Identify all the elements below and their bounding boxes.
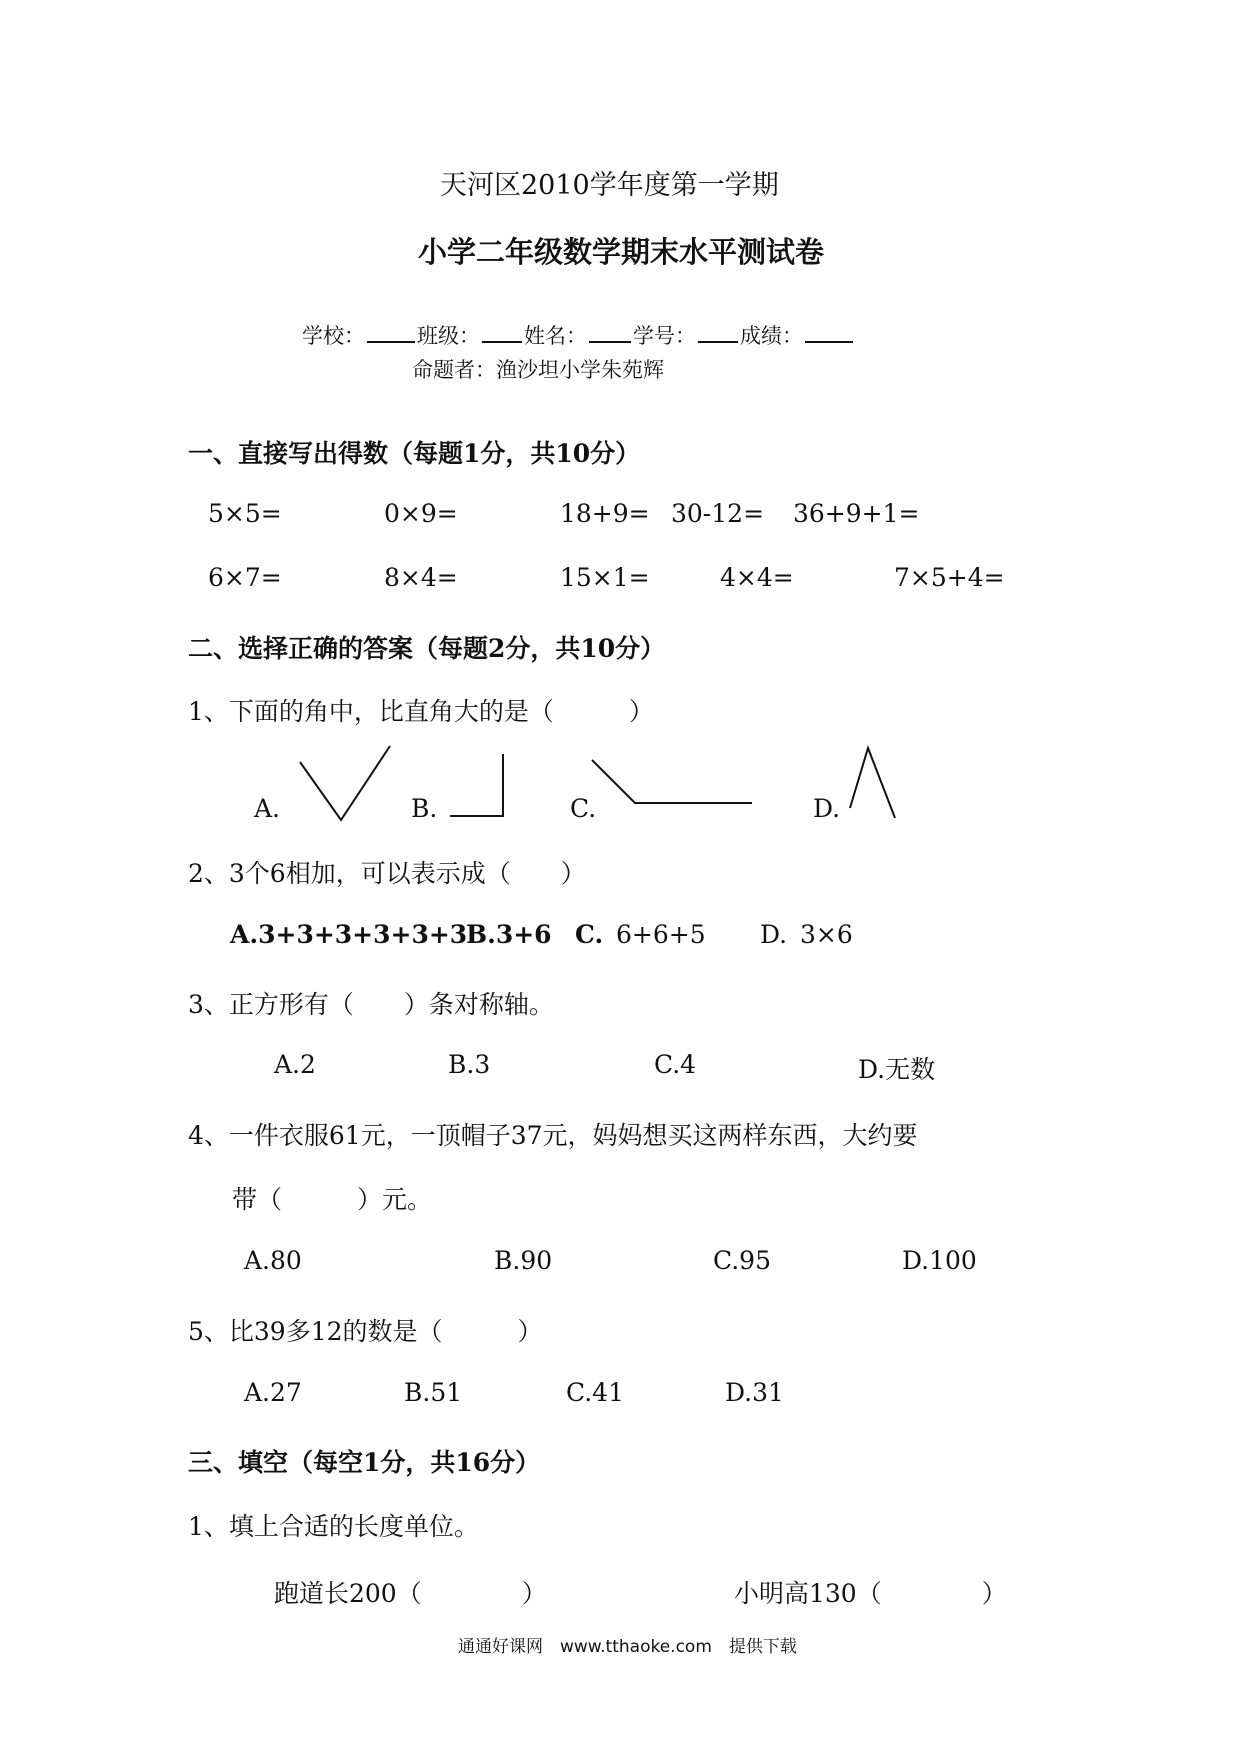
arith-item: 7×5+4= xyxy=(894,563,1005,592)
question-2-5: 5、比39多12的数是（ ） xyxy=(188,1317,543,1346)
q2-option-d-label: D. xyxy=(760,920,788,949)
q5-option: B.51 xyxy=(404,1378,463,1407)
q3-option: B.3 xyxy=(448,1050,491,1079)
student-info-line xyxy=(302,320,855,350)
arith-item: 36+9+1= xyxy=(793,499,920,528)
q2-option-b: B.3+6 xyxy=(466,920,552,949)
class-field[interactable] xyxy=(482,323,522,343)
q2-option-a: A.3+3+3+3+3+3 xyxy=(230,920,468,949)
option-c-label: C. xyxy=(570,794,597,823)
q4-option: D.100 xyxy=(902,1246,977,1275)
q4-option: B.90 xyxy=(494,1246,553,1275)
angle-c-figure xyxy=(590,758,760,808)
q5-option: A.27 xyxy=(244,1378,302,1407)
number-label: 学号： xyxy=(633,324,696,348)
score-field[interactable] xyxy=(805,323,853,343)
author-line: 命题者：渔沙坦小学朱苑辉 xyxy=(412,358,664,382)
arith-item: 6×7= xyxy=(208,563,282,592)
title-line-1: 天河区2010学年度第一学期 xyxy=(440,170,779,201)
q5-option: C.41 xyxy=(566,1378,624,1407)
option-b-label: B. xyxy=(411,794,438,823)
arith-item: 5×5= xyxy=(208,499,282,528)
arith-item: 4×4= xyxy=(720,563,794,592)
q4-option: A.80 xyxy=(244,1246,302,1275)
angle-b-figure xyxy=(448,752,508,822)
fill-item-height: 小明高130（ ） xyxy=(734,1579,1007,1608)
question-2-4-line-1: 4、一件衣服61元，一顶帽子37元，妈妈想买这两样东西，大约要 xyxy=(188,1121,918,1150)
question-2-4-line-2: 带（ ）元。 xyxy=(232,1185,433,1214)
school-label: 学校： xyxy=(302,324,365,348)
question-2-2: 2、3个6相加，可以表示成（ ） xyxy=(188,859,586,888)
arith-item: 30-12= xyxy=(671,499,765,528)
page-title: 小学二年级数学期末水平测试卷 xyxy=(418,235,825,269)
q3-option: A.2 xyxy=(274,1050,316,1079)
section-3-title: 三、填空（每空1分，共16分） xyxy=(188,1448,541,1477)
arith-item: 18+9= xyxy=(560,499,650,528)
name-label: 姓名： xyxy=(524,324,587,348)
section-2-title: 二、选择正确的答案（每题2分，共10分） xyxy=(188,634,666,663)
q3-option: C.4 xyxy=(654,1050,697,1079)
option-d-label: D. xyxy=(813,794,841,823)
score-label: 成绩： xyxy=(740,324,803,348)
name-field[interactable] xyxy=(589,323,631,343)
q2-option-c-label: C. xyxy=(575,920,604,949)
q4-option: C.95 xyxy=(713,1246,771,1275)
option-a-label: A. xyxy=(254,794,281,823)
angle-a-figure xyxy=(298,744,398,824)
class-label: 班级： xyxy=(417,324,480,348)
q3-option: D.无数 xyxy=(858,1055,936,1084)
footer-credit: 通通好课网 www.tthaoke.com 提供下载 xyxy=(458,1637,797,1657)
school-field[interactable] xyxy=(367,323,415,343)
q2-option-c-value: 6+6+5 xyxy=(616,920,706,949)
arith-item: 15×1= xyxy=(560,563,650,592)
section-1-title: 一、直接写出得数（每题1分，共10分） xyxy=(188,439,641,468)
angle-d-figure xyxy=(848,746,908,826)
question-2-3: 3、正方形有（ ）条对称轴。 xyxy=(188,990,554,1019)
q2-option-d-value: 3×6 xyxy=(800,920,853,949)
arith-item: 8×4= xyxy=(384,563,458,592)
question-2-1: 1、下面的角中，比直角大的是（ ） xyxy=(188,697,654,726)
question-3-1: 1、填上合适的长度单位。 xyxy=(188,1512,479,1541)
fill-item-runway: 跑道长200（ ） xyxy=(274,1579,547,1608)
number-field[interactable] xyxy=(698,323,738,343)
arith-item: 0×9= xyxy=(384,499,458,528)
q5-option: D.31 xyxy=(725,1378,784,1407)
